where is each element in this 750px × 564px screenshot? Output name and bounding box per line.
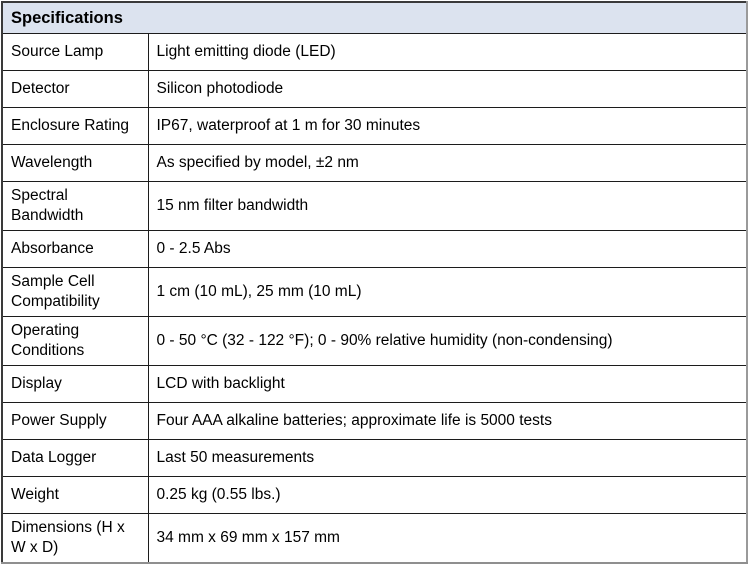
spec-label: Weight [2, 477, 148, 514]
spec-value: 0.25 kg (0.55 lbs.) [148, 477, 747, 514]
spec-label: Source Lamp [2, 34, 148, 71]
spec-value: Silicon photodiode [148, 71, 747, 108]
spec-label: Enclosure Rating [2, 108, 148, 145]
spec-value: 15 nm filter bandwidth [148, 182, 747, 231]
spec-value: Last 50 measurements [148, 440, 747, 477]
spec-label: Absorbance [2, 231, 148, 268]
table-row [2, 514, 747, 564]
table-header-row [2, 2, 747, 34]
table-row [2, 34, 747, 71]
table-row [2, 145, 747, 182]
spec-label: Operating Conditions [2, 317, 148, 366]
table-row [2, 108, 747, 145]
table-title: Specifications [2, 2, 747, 34]
spec-value: Light emitting diode (LED) [148, 34, 747, 71]
table-row [2, 440, 747, 477]
table-row [2, 231, 747, 268]
spec-label: Power Supply [2, 403, 148, 440]
spec-label: Wavelength [2, 145, 148, 182]
spec-value: 0 - 2.5 Abs [148, 231, 747, 268]
table-row [2, 403, 747, 440]
spec-label: Detector [2, 71, 148, 108]
spec-label: Spectral Bandwidth [2, 182, 148, 231]
spec-value: 34 mm x 69 mm x 157 mm [148, 514, 747, 564]
spec-label: Sample Cell Compatibility [2, 268, 148, 317]
table-row [2, 317, 747, 366]
specifications-table [1, 1, 748, 564]
table-row [2, 366, 747, 403]
spec-value: As specified by model, ±2 nm [148, 145, 747, 182]
table-row [2, 268, 747, 317]
spec-value: Four AAA alkaline batteries; approximate life is 5000 tests [148, 403, 747, 440]
table-row [2, 477, 747, 514]
table-row [2, 71, 747, 108]
spec-label: Data Logger [2, 440, 148, 477]
table-row [2, 182, 747, 231]
table-body [2, 34, 747, 564]
spec-label: Display [2, 366, 148, 403]
spec-value: 1 cm (10 mL), 25 mm (10 mL) [148, 268, 747, 317]
spec-value: IP67, waterproof at 1 m for 30 minutes [148, 108, 747, 145]
spec-value: LCD with backlight [148, 366, 747, 403]
spec-value: 0 - 50 °C (32 - 122 °F); 0 - 90% relative humidity (non-condensing) [148, 317, 747, 366]
spec-label: Dimensions (H x W x D) [2, 514, 148, 564]
